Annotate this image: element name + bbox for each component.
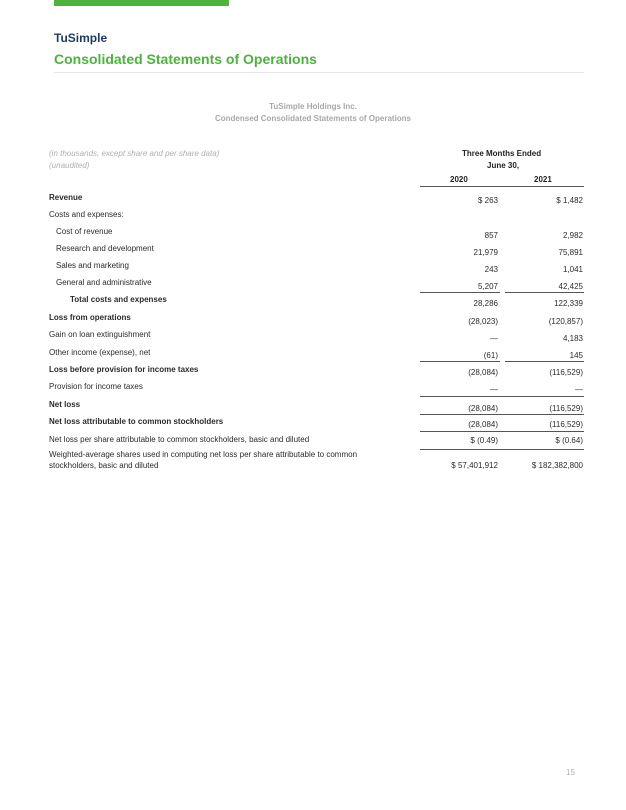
value-2020: 28,286 xyxy=(473,299,498,308)
value-2021: 42,425 xyxy=(558,282,583,291)
row-label: General and administrative xyxy=(56,278,152,287)
value-2021: $ 182,382,800 xyxy=(531,461,583,470)
value-2020: 21,979 xyxy=(473,248,498,257)
column-header-2021: 2021 xyxy=(534,175,552,184)
row-label: Net loss xyxy=(49,400,81,409)
statement-name: Condensed Consolidated Statements of Operations xyxy=(214,114,412,123)
value-2021: $ 1,482 xyxy=(556,196,583,205)
attributable-rule xyxy=(420,431,584,432)
row-label: Loss from operations xyxy=(49,313,131,322)
value-2020: 243 xyxy=(484,265,498,274)
table-row xyxy=(49,365,584,379)
brand-accent-bar xyxy=(54,0,229,6)
value-2021: 1,041 xyxy=(562,265,583,274)
row-label-line1: Weighted-average shares used in computing net loss per share attributable to common xyxy=(49,450,358,459)
table-row xyxy=(49,330,584,344)
row-label: Provision for income taxes xyxy=(49,382,143,391)
column-header-2020: 2020 xyxy=(450,175,468,184)
table-row xyxy=(49,295,584,309)
unaudited-note: (unaudited) xyxy=(49,161,90,170)
table-row xyxy=(49,450,584,474)
value-2021: 2,982 xyxy=(562,231,583,240)
row-label: Costs and expenses: xyxy=(49,210,124,219)
row-label: Net loss per share attributable to common stockholders, basic and diluted xyxy=(49,435,310,444)
value-2020: (61) xyxy=(483,351,498,360)
value-2020: 857 xyxy=(484,231,498,240)
net-loss-underline xyxy=(420,414,584,415)
period-date-header: June 30, xyxy=(487,161,520,170)
subtotal-rule-2021 xyxy=(505,361,584,362)
value-2021: 75,891 xyxy=(558,248,583,257)
value-2020: (28,084) xyxy=(468,368,498,377)
row-label: Loss before provision for income taxes xyxy=(49,365,199,374)
value-2021: — xyxy=(575,385,583,394)
row-label: Other income (expense), net xyxy=(49,348,151,357)
row-label: Sales and marketing xyxy=(56,261,129,270)
page-title: Consolidated Statements of Operations xyxy=(54,51,317,67)
table-row xyxy=(49,210,584,224)
row-label: Total costs and expenses xyxy=(70,295,167,304)
value-2020: — xyxy=(490,385,498,394)
value-2020: $ 57,401,912 xyxy=(451,461,498,470)
table-row xyxy=(49,227,584,241)
row-label: Net loss attributable to common stockholders xyxy=(49,417,224,426)
table-row xyxy=(49,435,584,449)
title-divider xyxy=(54,72,584,73)
row-label: Cost of revenue xyxy=(56,227,113,236)
value-2020: $ 263 xyxy=(477,196,498,205)
subtotal-rule-2020 xyxy=(420,361,500,362)
row-label: Revenue xyxy=(49,193,83,202)
value-2020: (28,023) xyxy=(468,317,498,326)
value-2021: (116,529) xyxy=(549,420,583,429)
statement-entity: TuSimple Holdings Inc. xyxy=(269,102,357,111)
subtotal-rule-2020 xyxy=(420,292,500,293)
table-row xyxy=(49,261,584,275)
value-2021: $ (0.64) xyxy=(555,436,583,445)
value-2020: (28,084) xyxy=(468,404,498,413)
table-row xyxy=(49,313,584,327)
value-2020: (28,084) xyxy=(468,420,498,429)
table-row xyxy=(49,400,584,414)
table-row xyxy=(49,382,584,396)
value-2020: $ (0.49) xyxy=(470,436,498,445)
company-name: TuSimple xyxy=(54,31,108,45)
page-number: 15 xyxy=(566,768,575,777)
row-label: Research and development xyxy=(56,244,154,253)
table-row xyxy=(49,244,584,258)
value-2021: (116,529) xyxy=(549,404,583,413)
period-header: Three Months Ended xyxy=(462,149,542,158)
value-2021: (116,529) xyxy=(549,368,583,377)
value-2020: — xyxy=(490,334,498,343)
table-row xyxy=(49,193,584,207)
value-2021: 4,183 xyxy=(562,334,583,343)
units-note: (in thousands, except share and per share data) xyxy=(49,149,220,158)
value-2021: 145 xyxy=(569,351,583,360)
row-label-line2: stockholders, basic and diluted xyxy=(49,461,159,470)
net-loss-rule xyxy=(420,396,584,397)
subtotal-rule-2021 xyxy=(505,292,584,293)
header-underline xyxy=(420,186,584,187)
value-2020: 5,207 xyxy=(477,282,498,291)
value-2021: (120,857) xyxy=(548,317,583,326)
value-2021: 122,339 xyxy=(554,299,583,308)
table-row xyxy=(49,278,584,292)
table-row xyxy=(49,348,584,362)
row-label: Gain on loan extinguishment xyxy=(49,330,151,339)
table-row xyxy=(49,417,584,431)
